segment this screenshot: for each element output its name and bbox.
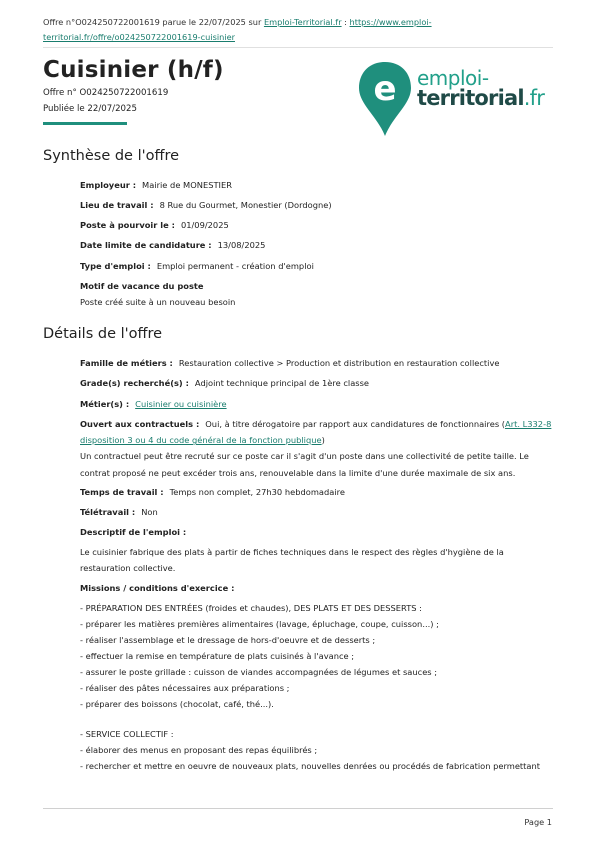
mission-line: - préparer des boissons (chocolat, café, thé...). xyxy=(80,699,274,709)
mission-line: - préparer les matières premières alimentaires (lavage, épluchage, coupe, cuisson...) ; xyxy=(80,619,439,629)
article-link-cont[interactable]: disposition 3 ou 4 du code général de la fonction publique xyxy=(80,435,322,446)
type-emploi-row: Type d'emploi : Emploi permanent - création d'emploi xyxy=(80,261,314,271)
synthese-heading: Synthèse de l'offre xyxy=(43,148,180,164)
svg-text:e: e xyxy=(373,69,397,109)
published-date: Publiée le 22/07/2025 xyxy=(43,104,137,114)
header-prefix: Offre n°O024250722001619 parue le 22/07/2025 sur xyxy=(43,17,262,27)
logo-line1: emploi- xyxy=(417,66,489,90)
header-sep: : xyxy=(344,17,347,27)
mission-line: - réaliser des pâtes nécessaires aux préparations ; xyxy=(80,683,290,693)
mission-line: - effectuer la remise en température de plats cuisinés à l'avance ; xyxy=(80,651,355,661)
ouvert-row: Ouvert aux contractuels : Oui, à titre dérogatoire par rapport aux candidatures de fonctionnaires (Art. L332-8 disposition 3 ou 4 du code général de la fonction publique) Un contractuel peut être recruté sur ce poste car il s'agit d'un poste dans une collectivité de petite taille. Le contrat proposé ne peut excéder trois ans, renouvelable dans la limite d'une durée maximale de six ans. xyxy=(80,419,552,478)
mission-line: - rechercher et mettre en oeuvre de nouveaux plats, nouvelles denrées ou procédés de fabrication permettant xyxy=(80,761,541,771)
details-heading: Détails de l'offre xyxy=(43,326,163,342)
offer-url-link-cont[interactable]: territorial.fr/offre/o024250722001619-cuisinier xyxy=(43,32,235,42)
employeur-row: Employeur : Mairie de MONESTIER xyxy=(80,180,232,190)
site-link[interactable]: Emploi-Territorial.fr xyxy=(263,17,342,27)
map-pin-icon xyxy=(357,60,413,138)
page-title: Cuisinier (h/f) xyxy=(43,57,224,83)
contract-line-2: contrat proposé ne peut excéder trois ans, renouvelable dans la limite d'une durée maximale de six ans. xyxy=(80,467,516,478)
page-number: Page 1 xyxy=(524,817,552,827)
emploi-territorial-logo xyxy=(357,60,557,138)
contract-line-1: Un contractuel peut être recruté sur ce poste car il s'agit d'un poste dans une collectivité de petite taille. Le xyxy=(80,451,529,462)
descriptif-label: Descriptif de l'emploi : xyxy=(80,527,187,537)
missions-label: Missions / conditions d'exercice : xyxy=(80,583,235,593)
article-link[interactable]: Art. L332-8 xyxy=(505,419,552,429)
grade-row: Grade(s) recherché(s) : Adjoint technique principal de 1ère classe xyxy=(80,378,370,388)
mission-line: - SERVICE COLLECTIF : xyxy=(80,729,174,739)
temps-row: Temps de travail : Temps non complet, 27h30 hebdomadaire xyxy=(80,487,345,497)
mission-line: - élaborer des menus en proposant des repas équilibrés ; xyxy=(80,745,318,755)
logo-line2: territorial.fr xyxy=(417,86,545,110)
famille-row: Famille de métiers : Restauration collective > Production et distribution en restauration collective xyxy=(80,358,500,368)
accent-bar xyxy=(43,122,127,125)
metier-row: Métier(s) : Cuisinier ou cuisinière xyxy=(80,399,227,409)
motif-label: Motif de vacance du poste xyxy=(80,281,204,291)
teletravail-row: Télétravail : Non xyxy=(80,507,158,517)
date-limite-row: Date limite de candidature : 13/08/2025 xyxy=(80,240,266,250)
mission-line: - PRÉPARATION DES ENTRÉES (froides et chaudes), DES PLATS ET DES DESSERTS : xyxy=(80,603,422,613)
offer-url-link[interactable]: https://www.emploi- xyxy=(349,17,432,27)
poste-row: Poste à pourvoir le : 01/09/2025 xyxy=(80,220,229,230)
top-divider xyxy=(43,47,553,48)
metier-link[interactable]: Cuisinier ou cuisinière xyxy=(135,399,227,409)
lieu-row: Lieu de travail : 8 Rue du Gourmet, Monestier (Dordogne) xyxy=(80,200,332,210)
mission-line: - assurer le poste grillade : cuisson de viandes accompagnées de légumes et sauces ; xyxy=(80,667,438,677)
mission-line: - réaliser l'assemblage et le dressage de hors-d'oeuvre et de desserts ; xyxy=(80,635,376,645)
bottom-divider xyxy=(43,808,553,809)
motif-value: Poste créé suite à un nouveau besoin xyxy=(80,297,236,307)
descriptif-text: Le cuisinier fabrique des plats à partir de fiches techniques dans le respect des règles d'hygiène de la restauration collective. xyxy=(80,547,504,574)
source-header xyxy=(43,15,563,45)
offer-number: Offre n° O024250722001619 xyxy=(43,88,169,98)
